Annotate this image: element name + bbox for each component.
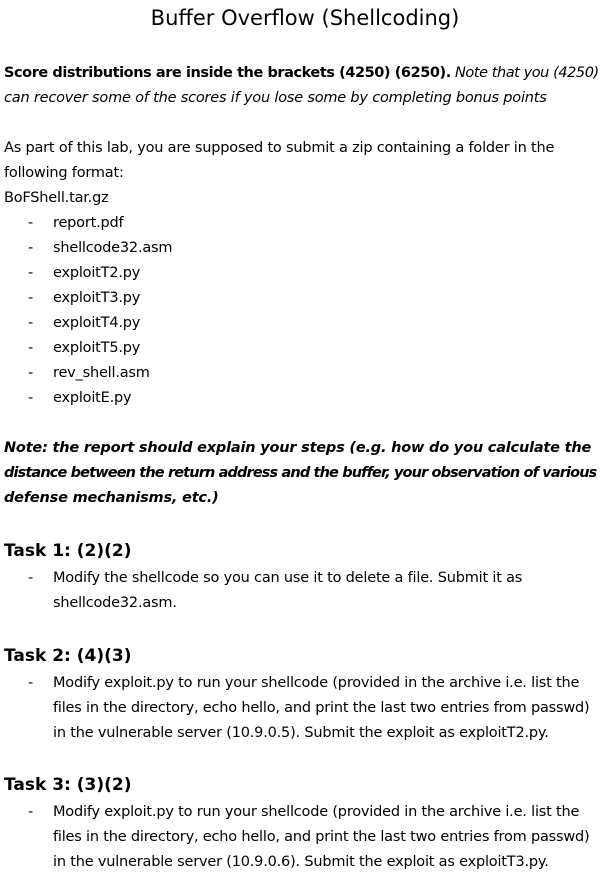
task-3-line: files in the directory, echo hello, and print the last two entries from passwd) bbox=[53, 829, 590, 845]
bullet-dash: - bbox=[28, 340, 34, 356]
note-line-2: distance between the return address and the buffer, your observation of various bbox=[4, 465, 597, 481]
file-item: exploitT2.py bbox=[53, 265, 141, 281]
bullet-dash: - bbox=[28, 315, 34, 331]
page-title: Buffer Overflow (Shellcoding) bbox=[150, 6, 460, 30]
bullet-dash: - bbox=[28, 215, 34, 231]
file-item: rev_shell.asm bbox=[53, 365, 150, 381]
score-bold-text: Score distributions are inside the brackets (4250) (6250). bbox=[4, 65, 451, 81]
task-3-line: in the vulnerable server (10.9.0.6). Submit the exploit as exploitT3.py. bbox=[53, 854, 549, 870]
task-1-line: Modify the shellcode so you can use it to delete a file. Submit it as bbox=[53, 570, 523, 586]
bullet-dash: - bbox=[28, 365, 34, 381]
file-item: report.pdf bbox=[53, 215, 124, 231]
bullet-dash: - bbox=[28, 290, 34, 306]
submission-line-1: As part of this lab, you are supposed to submit a zip containing a folder in the bbox=[4, 140, 555, 156]
file-item: exploitT5.py bbox=[53, 340, 141, 356]
bullet-dash: - bbox=[28, 240, 34, 256]
task-3-heading: Task 3: (3)(2) bbox=[4, 775, 132, 795]
file-item: exploitT3.py bbox=[53, 290, 141, 306]
file-item: exploitT4.py bbox=[53, 315, 141, 331]
score-italic-text: Note that you (4250) bbox=[454, 65, 599, 81]
submission-line-2: following format: bbox=[4, 165, 124, 181]
note-line-1: Note: the report should explain your steps (e.g. how do you calculate the bbox=[4, 440, 592, 456]
archive-name: BoFShell.tar.gz bbox=[4, 190, 109, 206]
task-1-heading: Task 1: (2)(2) bbox=[4, 541, 132, 561]
task-2-line: in the vulnerable server (10.9.0.5). Submit the exploit as exploitT2.py. bbox=[53, 725, 549, 741]
note-line-3: defense mechanisms, etc.) bbox=[4, 490, 219, 506]
score-line-1 bbox=[4, 61, 599, 86]
bullet-dash: - bbox=[28, 265, 34, 281]
bullet-dash: - bbox=[28, 390, 34, 406]
task-2-line: files in the directory, echo hello, and print the last two entries from passwd) bbox=[53, 700, 590, 716]
task-2-heading: Task 2: (4)(3) bbox=[4, 646, 132, 666]
bullet-dash: - bbox=[28, 675, 34, 691]
bullet-dash: - bbox=[28, 570, 34, 586]
score-line-2: can recover some of the scores if you lose some by completing bonus points bbox=[4, 90, 547, 106]
task-2-line: Modify exploit.py to run your shellcode (provided in the archive i.e. list the bbox=[53, 675, 580, 691]
task-1-line: shellcode32.asm. bbox=[53, 595, 177, 611]
file-item: exploitE.py bbox=[53, 390, 132, 406]
task-3-line: Modify exploit.py to run your shellcode (provided in the archive i.e. list the bbox=[53, 804, 580, 820]
bullet-dash: - bbox=[28, 804, 34, 820]
file-item: shellcode32.asm bbox=[53, 240, 173, 256]
